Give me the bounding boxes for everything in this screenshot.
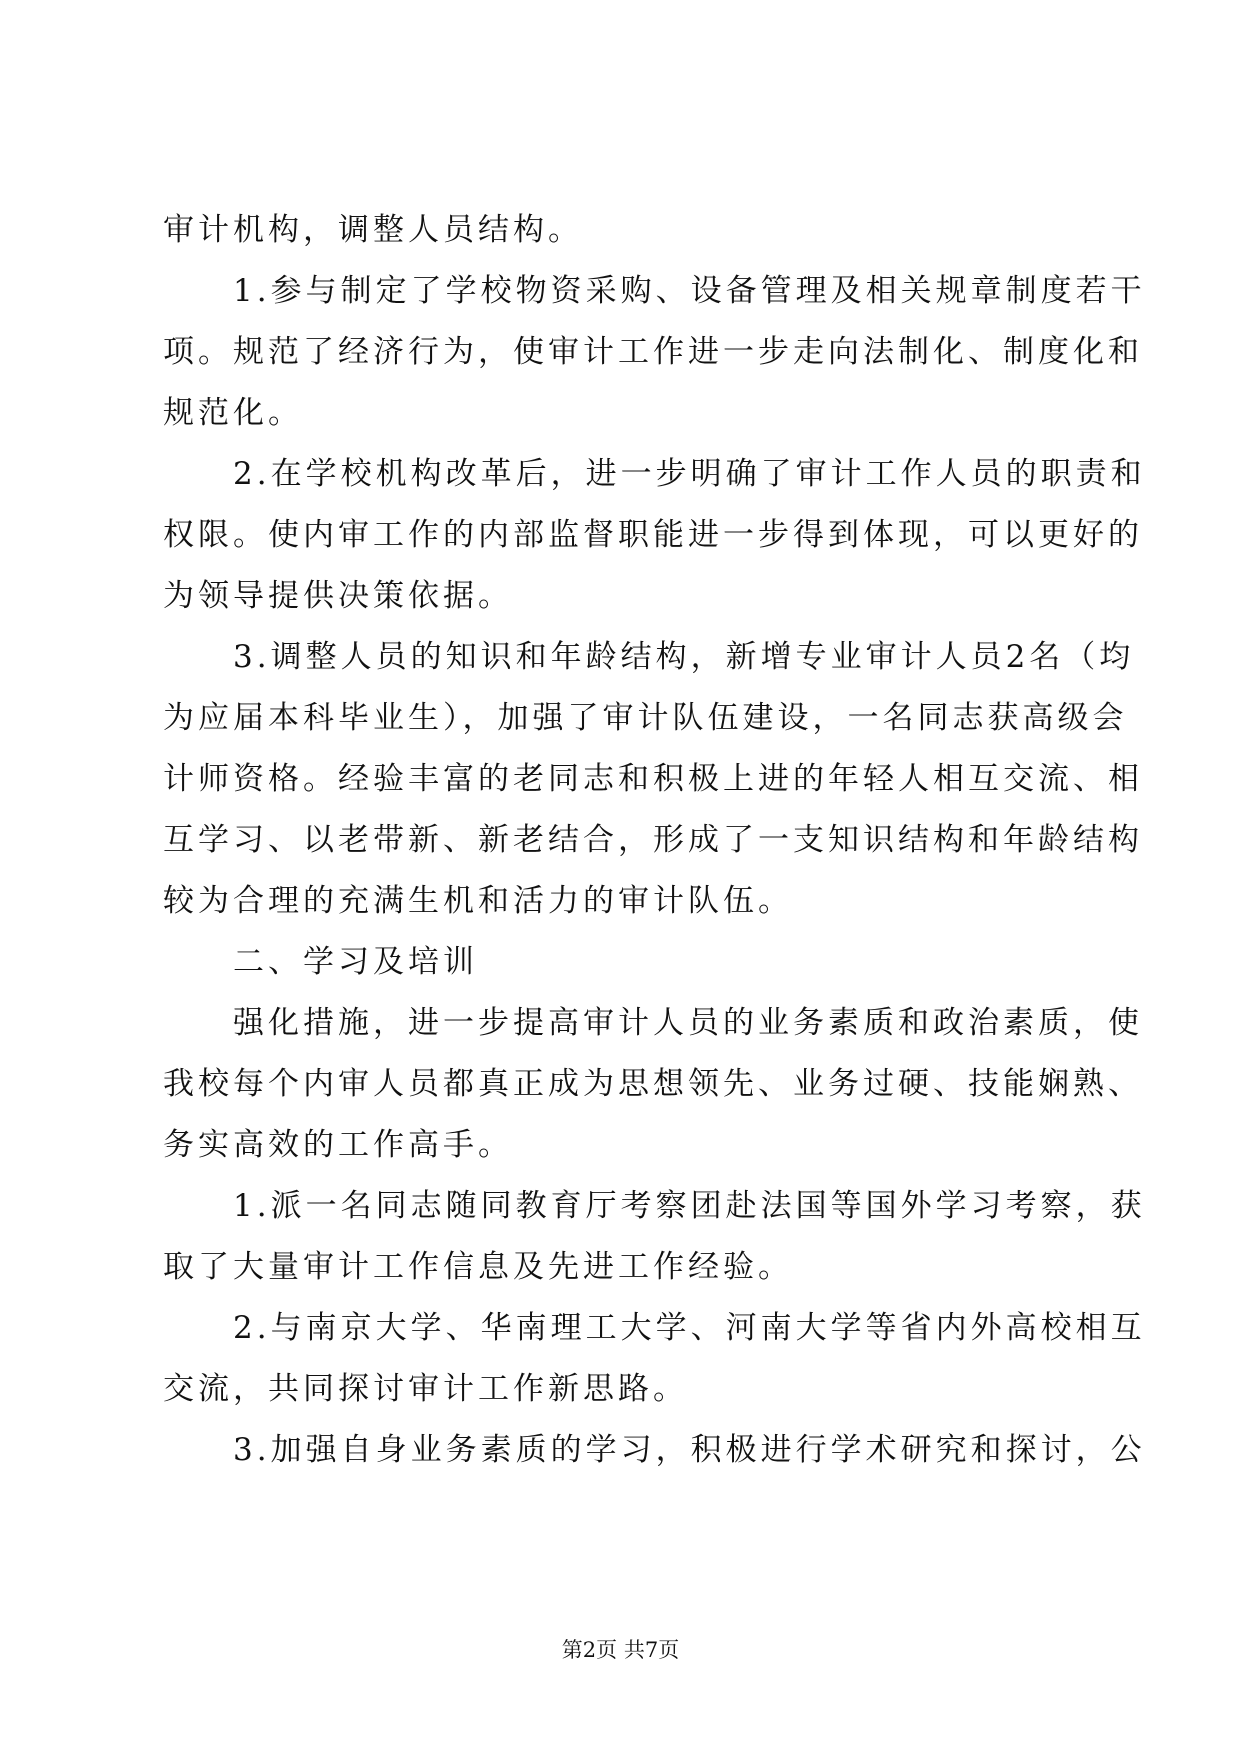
text-line-8: 3.调整人员的知识和年龄结构，新增专业审计人员2名（均 xyxy=(233,639,1135,675)
text-line-15: 我校每个内审人员都真正成为思想领先、业务过硬、技能娴熟、 xyxy=(163,1066,1143,1102)
text-line-10: 计师资格。经验丰富的老同志和积极上进的年轻人相互交流、相 xyxy=(163,761,1143,797)
text-line-5: 2.在学校机构改革后，进一步明确了审计工作人员的职责和 xyxy=(233,456,1146,492)
text-line-11: 互学习、以老带新、新老结合，形成了一支知识结构和年龄结构 xyxy=(163,822,1143,858)
text-line-6: 权限。使内审工作的内部监督职能进一步得到体现，可以更好的 xyxy=(163,517,1143,553)
document-body xyxy=(163,200,1146,1481)
text-line-14: 强化措施，进一步提高审计人员的业务素质和政治素质，使 xyxy=(233,1005,1143,1041)
text-line-3: 项。规范了经济行为，使审计工作进一步走向法制化、制度化和 xyxy=(163,334,1143,370)
text-line-2: 1.参与制定了学校物资采购、设备管理及相关规章制度若干 xyxy=(233,273,1146,309)
text-line-17: 1.派一名同志随同教育厅考察团赴法国等国外学习考察，获 xyxy=(233,1188,1146,1224)
text-line-18: 取了大量审计工作信息及先进工作经验。 xyxy=(163,1249,793,1285)
text-line-16: 务实高效的工作高手。 xyxy=(163,1127,513,1163)
text-line-4: 规范化。 xyxy=(163,395,303,431)
page-number-footer: 第2页 共7页 xyxy=(561,1638,680,1662)
text-line-9: 为应届本科毕业生），加强了审计队伍建设，一名同志获高级会 xyxy=(163,700,1128,736)
text-line-21: 3.加强自身业务素质的学习，积极进行学术研究和探讨，公 xyxy=(233,1432,1146,1468)
text-line-1: 审计机构，调整人员结构。 xyxy=(163,212,583,248)
text-line-12: 较为合理的充满生机和活力的审计队伍。 xyxy=(163,883,793,919)
section-heading: 二、学习及培训 xyxy=(233,944,478,980)
text-line-19: 2.与南京大学、华南理工大学、河南大学等省内外高校相互 xyxy=(233,1310,1146,1346)
text-line-7: 为领导提供决策依据。 xyxy=(163,578,513,614)
text-line-20: 交流，共同探讨审计工作新思路。 xyxy=(163,1371,688,1407)
